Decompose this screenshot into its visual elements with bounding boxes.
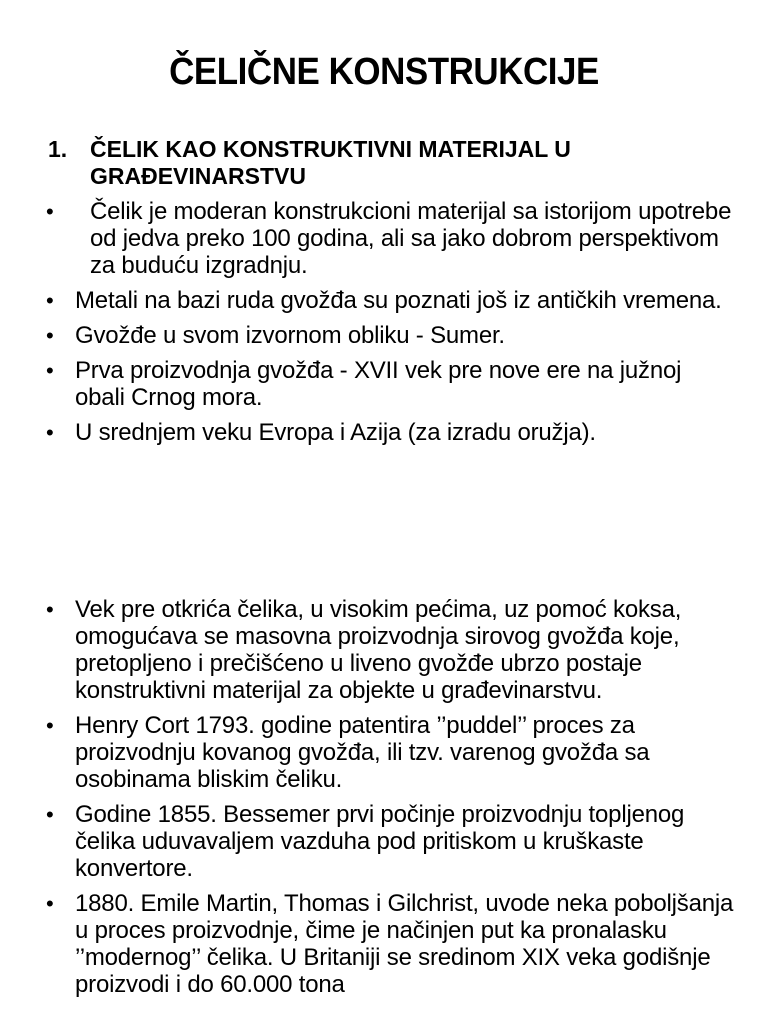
bullet-list-top: [46, 198, 736, 454]
list-item: [46, 287, 736, 314]
bullet-icon: •: [46, 597, 54, 622]
list-item: [46, 596, 736, 704]
list-item: [46, 357, 736, 411]
list-item-text: Metali na bazi ruda gvožđa su poznati još iz antičkih vremena.: [75, 287, 722, 314]
list-item-text: Gvožđe u svom izvornom obliku - Sumer.: [75, 322, 505, 349]
bullet-icon: •: [46, 199, 54, 224]
list-item-text: 1880. Emile Martin, Thomas i Gilchrist, uvode neka poboljšanja u proces proizvodnje, čime je načinjen put ka pronalasku ’’modernog’’ čelika. U Britaniji se sredinom XIX veka godišnje proizvodi i do 60.000 tona: [75, 890, 734, 998]
bullet-list-bottom: [46, 596, 736, 1006]
bullet-icon: •: [46, 891, 54, 916]
list-item-text: Henry Cort 1793. godine patentira ’’puddel’’ proces za proizvodnju kovanog gvožđa, ili tzv. varenog gvožđa sa osobinama bliskim čeliku.: [75, 712, 650, 793]
list-item: [46, 712, 736, 793]
bullet-icon: •: [46, 288, 54, 313]
page-title: ČELIČNE KONSTRUKCIJE: [169, 51, 599, 93]
list-item: [46, 198, 736, 279]
list-item: [46, 890, 736, 998]
list-item-text: Prva proizvodnja gvožđa - XVII vek pre nove ere na južnoj obali Crnog mora.: [75, 357, 682, 411]
list-item-text: Vek pre otkrića čelika, u visokim pećima, uz pomoć koksa, omogućava se masovna proizvodnja sirovog gvožđa koje, pretopljeno i prečišćeno u liveno gvožđe ubrzo postaje konstruktivni materijal za objekte u građevinarstvu.: [75, 596, 682, 704]
section-number: 1.: [48, 136, 68, 162]
section-heading-text: ČELIK KAO KONSTRUKTIVNI MATERIJAL U GRAĐEVINARSTVU: [90, 136, 571, 189]
bullet-icon: •: [46, 713, 54, 738]
list-item-text: Godine 1855. Bessemer prvi počinje proizvodnju topljenog čelika uduvavaljem vazduha pod pritiskom u kruškaste konvertore.: [75, 801, 685, 882]
bullet-icon: •: [46, 420, 54, 445]
list-item-text: U srednjem veku Evropa i Azija (za izradu oružja).: [75, 419, 596, 446]
list-item-text: Čelik je moderan konstrukcioni materijal sa istorijom upotrebe od jedva preko 100 godina, ali sa jako dobrom perspektivom za buduću izgradnju.: [90, 198, 732, 279]
bullet-icon: •: [46, 802, 54, 827]
list-item: [46, 419, 736, 446]
list-item: [46, 322, 736, 349]
list-item: [46, 801, 736, 882]
bullet-icon: •: [46, 358, 54, 383]
bullet-icon: •: [46, 323, 54, 348]
section-heading: [48, 136, 748, 190]
